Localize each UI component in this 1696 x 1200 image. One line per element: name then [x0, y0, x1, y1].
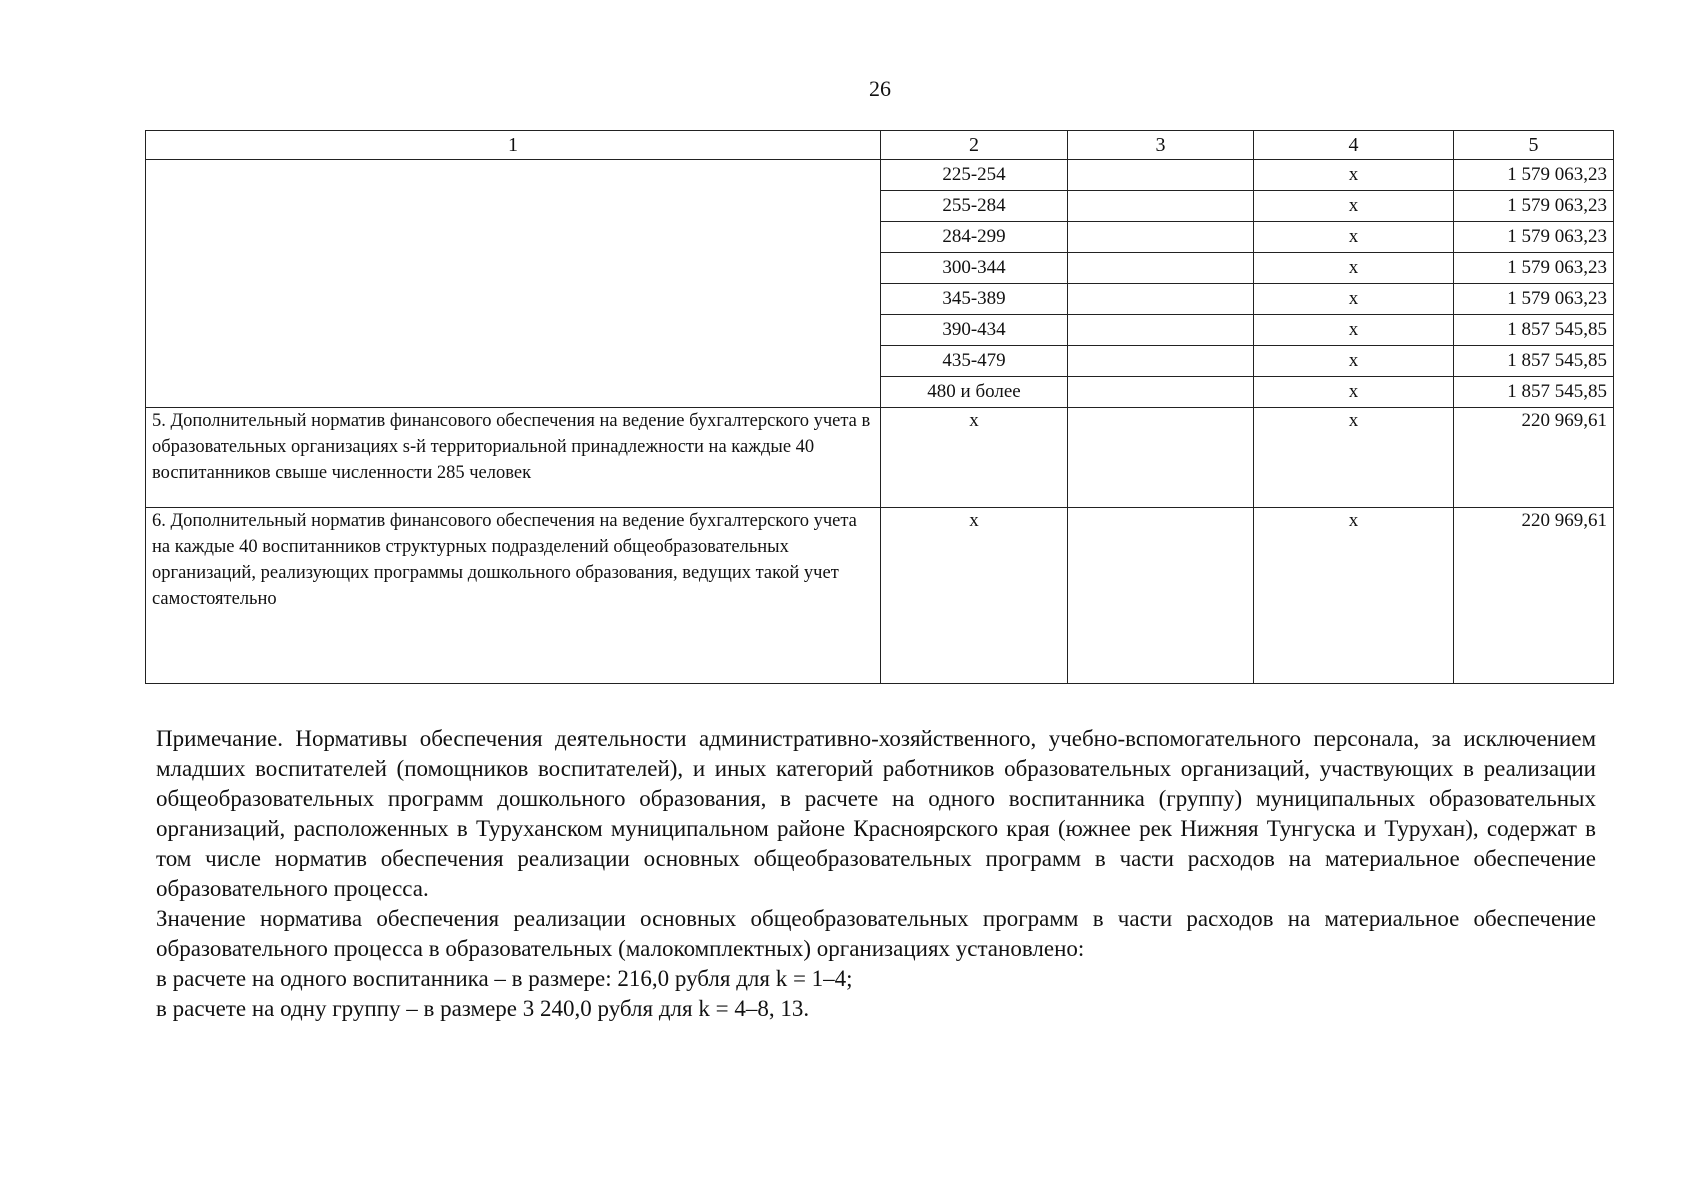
- description-cell: 6. Дополнительный норматив финансового обеспечения на ведение бухгалтерского учета на каждые 40 воспитанников структурных подразделений общеобразовательных организаций, реализующих программы дошкольного образования, ведущих такой учет самостоятельно: [146, 508, 881, 684]
- col4-cell: х: [1254, 191, 1454, 222]
- col3-cell: [1068, 253, 1254, 284]
- value-cell: 1 579 063,23: [1454, 284, 1614, 315]
- col3-cell: [1068, 508, 1254, 684]
- value-cell: 1 857 545,85: [1454, 346, 1614, 377]
- col4-cell: х: [1254, 377, 1454, 408]
- empty-description-cell: [146, 160, 881, 408]
- table-header-row: [146, 131, 1614, 160]
- col4-cell: х: [1254, 508, 1454, 684]
- col4-cell: х: [1254, 160, 1454, 191]
- range-cell: 300-344: [881, 253, 1068, 284]
- range-cell: 390-434: [881, 315, 1068, 346]
- col4-cell: х: [1254, 346, 1454, 377]
- col3-cell: [1068, 315, 1254, 346]
- normatives-table: [145, 130, 1614, 684]
- col4-cell: х: [1254, 408, 1454, 508]
- col3-cell: [1068, 284, 1254, 315]
- value-cell: 1 579 063,23: [1454, 253, 1614, 284]
- col3-cell: [1068, 377, 1254, 408]
- table-row: [146, 160, 1614, 191]
- col3-cell: [1068, 346, 1254, 377]
- description-cell: 5. Дополнительный норматив финансового обеспечения на ведение бухгалтерского учета в образовательных организациях s-й территориальной принадлежности на каждые 40 воспитанников свыше численности 285 человек: [146, 408, 881, 508]
- range-cell: 225-254: [881, 160, 1068, 191]
- note-line: в расчете на одну группу – в размере 3 240,0 рубля для k = 4–8, 13.: [156, 996, 810, 1021]
- note-paragraph: Примечание. Нормативы обеспечения деятельности административно-хозяйственного, учебно-вспомогательного персонала, за исключением младших воспитателей (помощников воспитателей), и иных категорий работников образовательных организаций, участвующих в реализации общеобразовательных программ дошкольного образования, в расчете на одного воспитанника (группу) муниципальных образовательных организаций, расположенных в Туруханском муниципальном районе Красноярского края (южнее рек Нижняя Тунгуска и Турухан), содержат в том числе норматив обеспечения реализации основных общеобразовательных программ в части расходов на материальное обеспечение образовательного процесса.: [156, 726, 1596, 901]
- value-cell: 220 969,61: [1454, 408, 1614, 508]
- range-cell: 480 и более: [881, 377, 1068, 408]
- col2-cell: х: [881, 408, 1068, 508]
- column-header: 2: [881, 131, 1068, 160]
- page-number: 26: [869, 76, 891, 101]
- range-cell: 435-479: [881, 346, 1068, 377]
- col3-cell: [1068, 160, 1254, 191]
- value-cell: 1 857 545,85: [1454, 377, 1614, 408]
- col3-cell: [1068, 191, 1254, 222]
- range-cell: 345-389: [881, 284, 1068, 315]
- value-cell: 220 969,61: [1454, 508, 1614, 684]
- note-block: [156, 724, 1596, 1024]
- col4-cell: х: [1254, 315, 1454, 346]
- value-cell: 1 857 545,85: [1454, 315, 1614, 346]
- column-header: 4: [1254, 131, 1454, 160]
- note-paragraph: Значение норматива обеспечения реализации основных общеобразовательных программ в части расходов на материальное обеспечение образовательного процесса в образовательных (малокомплектных) организациях установлено:: [156, 906, 1596, 961]
- table-row: [146, 508, 1614, 684]
- col4-cell: х: [1254, 222, 1454, 253]
- note-line: в расчете на одного воспитанника – в размере: 216,0 рубля для k = 1–4;: [156, 966, 853, 991]
- col4-cell: х: [1254, 253, 1454, 284]
- col2-cell: х: [881, 508, 1068, 684]
- table-row: [146, 408, 1614, 508]
- column-header: 1: [146, 131, 881, 160]
- column-header: 3: [1068, 131, 1254, 160]
- col3-cell: [1068, 222, 1254, 253]
- col3-cell: [1068, 408, 1254, 508]
- value-cell: 1 579 063,23: [1454, 191, 1614, 222]
- value-cell: 1 579 063,23: [1454, 222, 1614, 253]
- range-cell: 255-284: [881, 191, 1068, 222]
- col4-cell: х: [1254, 284, 1454, 315]
- column-header: 5: [1454, 131, 1614, 160]
- range-cell: 284-299: [881, 222, 1068, 253]
- value-cell: 1 579 063,23: [1454, 160, 1614, 191]
